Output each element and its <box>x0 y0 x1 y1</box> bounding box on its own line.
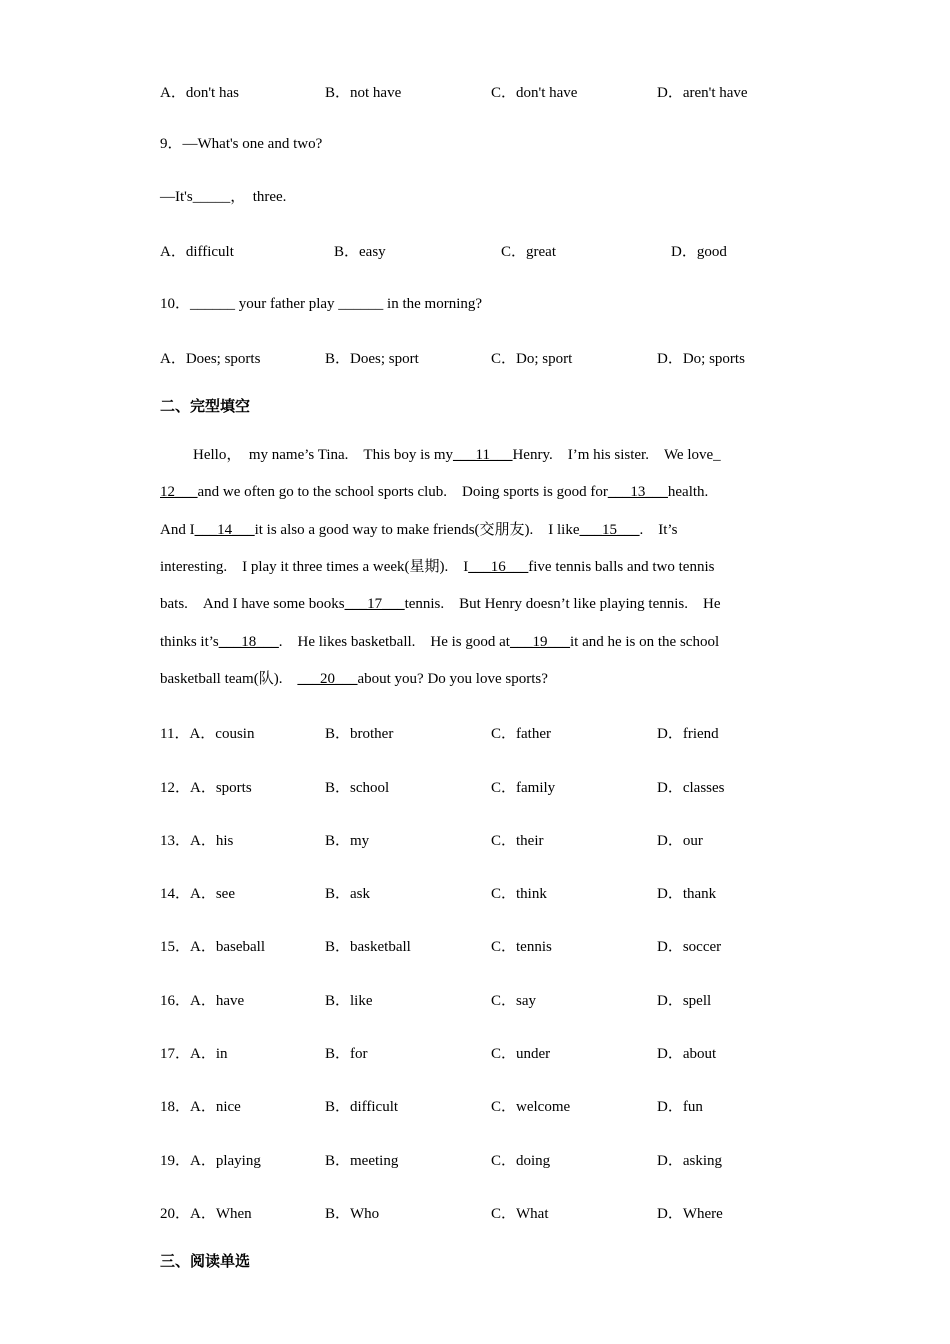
q10-option-b: B．Does; sport <box>325 351 419 367</box>
question-option-a: 15．A．baseball <box>160 939 265 955</box>
question-row <box>160 776 820 796</box>
question-option-c: C．their <box>491 833 544 849</box>
q9-option-c: C．great <box>501 244 556 260</box>
passage-text: Hello， my name’s Tina. This boy is my <box>193 447 454 463</box>
blank-15: ___15___ <box>579 522 640 538</box>
question-option-b: B．brother <box>325 726 394 742</box>
question-option-a: 13．A．his <box>160 833 234 849</box>
question-option-c: C．think <box>491 886 547 902</box>
question-row <box>160 722 820 742</box>
q10-option-a: A．Does; sports <box>160 351 261 367</box>
passage-line-7 <box>160 669 800 689</box>
q8-option-b: B．not have <box>325 85 402 101</box>
question-option-d: D．about <box>657 1046 717 1062</box>
q10-options <box>160 347 820 367</box>
passage-text: bats. And I have some books <box>160 596 345 612</box>
question-option-b: B．my <box>325 833 370 849</box>
blank-19: ___19___ <box>509 634 570 650</box>
passage-text: it is also a good way to make friends(交朋友). I like <box>254 522 580 538</box>
question-option-b: B．meeting <box>325 1153 399 1169</box>
passage-text: And I <box>160 522 195 538</box>
q8-option-c: C．don't have <box>491 85 578 101</box>
question-option-d: D．soccer <box>657 939 722 955</box>
question-row <box>160 1042 820 1062</box>
question-option-d: D．our <box>657 833 703 849</box>
passage-text: five tennis balls and two tennis <box>528 559 715 575</box>
passage-line-5 <box>160 594 800 614</box>
question-option-c: C．father <box>491 726 551 742</box>
q8-options <box>160 81 820 101</box>
question-row <box>160 829 820 849</box>
passage-line-1 <box>193 445 833 465</box>
question-option-c: C．under <box>491 1046 551 1062</box>
question-option-b: B．basketball <box>325 939 411 955</box>
passage-text: health. <box>667 484 709 500</box>
passage-text: Henry. I’m his sister. We love_ <box>512 447 721 463</box>
question-option-d: D．classes <box>657 780 725 796</box>
question-row <box>160 1149 820 1169</box>
blank-18: ___18___ <box>218 634 279 650</box>
blank-14: ___14___ <box>194 522 255 538</box>
passage-line-4 <box>160 557 800 577</box>
question-option-a: 20．A．When <box>160 1206 252 1222</box>
q10-option-d: D．Do; sports <box>657 351 745 367</box>
blank-11: ___11___ <box>453 447 513 463</box>
question-option-b: B．like <box>325 993 373 1009</box>
passage-text: and we often go to the school sports club. Doing sports is good for <box>197 484 608 500</box>
question-row <box>160 882 820 902</box>
question-option-c: C．doing <box>491 1153 551 1169</box>
blank-16: ___16___ <box>468 559 529 575</box>
question-option-a: 12．A．sports <box>160 780 252 796</box>
q10-stem: 10．______ your father play ______ in the morning? <box>160 296 483 312</box>
passage-line-2 <box>160 482 800 502</box>
question-option-c: C．say <box>491 993 537 1009</box>
blank-20: ___20___ <box>297 671 358 687</box>
q10-option-c: C．Do; sport <box>491 351 573 367</box>
passage-line-6 <box>160 632 800 652</box>
question-option-d: D．Where <box>657 1206 723 1222</box>
q9-stem: 9．—What's one and two? <box>160 136 323 152</box>
question-option-a: 14．A．see <box>160 886 236 902</box>
passage-line-3 <box>160 520 800 540</box>
passage-text: basketball team(队). <box>160 671 298 687</box>
question-option-b: B．Who <box>325 1206 380 1222</box>
passage-text: . It’s <box>639 522 678 538</box>
question-option-d: D．friend <box>657 726 719 742</box>
question-option-d: D．fun <box>657 1099 703 1115</box>
q9-answer-line: —It's_____， three. <box>160 189 287 205</box>
q9-option-b: B．easy <box>334 244 386 260</box>
blank-17: ___17___ <box>344 596 405 612</box>
passage-text: . He likes basketball. He is good at <box>278 634 510 650</box>
question-option-b: B．school <box>325 780 390 796</box>
question-row <box>160 989 820 1009</box>
question-row <box>160 1095 820 1115</box>
q9-option-a: A．difficult <box>160 244 234 260</box>
q8-option-d: D．aren't have <box>657 85 748 101</box>
question-option-a: 18．A．nice <box>160 1099 241 1115</box>
q9-option-d: D．good <box>671 244 727 260</box>
question-option-d: D．thank <box>657 886 717 902</box>
passage-text: tennis. But Henry doesn’t like playing tennis. He <box>404 596 721 612</box>
blank-12: 12___ <box>160 484 198 500</box>
question-option-c: C．family <box>491 780 556 796</box>
passage-text: about you? Do you love sports? <box>357 671 548 687</box>
blank-13: ___13___ <box>607 484 668 500</box>
question-option-a: 17．A．in <box>160 1046 228 1062</box>
question-option-b: B．ask <box>325 886 371 902</box>
question-row <box>160 935 820 955</box>
q8-option-a: A．don't has <box>160 85 239 101</box>
question-option-c: C．welcome <box>491 1099 571 1115</box>
question-option-b: B．difficult <box>325 1099 399 1115</box>
question-option-a: 11．A．cousin <box>160 726 255 742</box>
question-option-a: 19．A．playing <box>160 1153 261 1169</box>
question-option-a: 16．A．have <box>160 993 245 1009</box>
section-3-title: 三、阅读单选 <box>160 1252 251 1270</box>
question-row <box>160 1202 820 1222</box>
q9-options <box>160 240 820 260</box>
passage-text: thinks it’s <box>160 634 219 650</box>
section-2-title: 二、完型填空 <box>160 397 251 415</box>
question-option-c: C．tennis <box>491 939 552 955</box>
question-option-c: C．What <box>491 1206 549 1222</box>
question-option-d: D．spell <box>657 993 712 1009</box>
question-option-d: D．asking <box>657 1153 722 1169</box>
passage-text: interesting. I play it three times a week(星期). I <box>160 559 469 575</box>
passage-text: it and he is on the school <box>569 634 720 650</box>
question-option-b: B．for <box>325 1046 368 1062</box>
